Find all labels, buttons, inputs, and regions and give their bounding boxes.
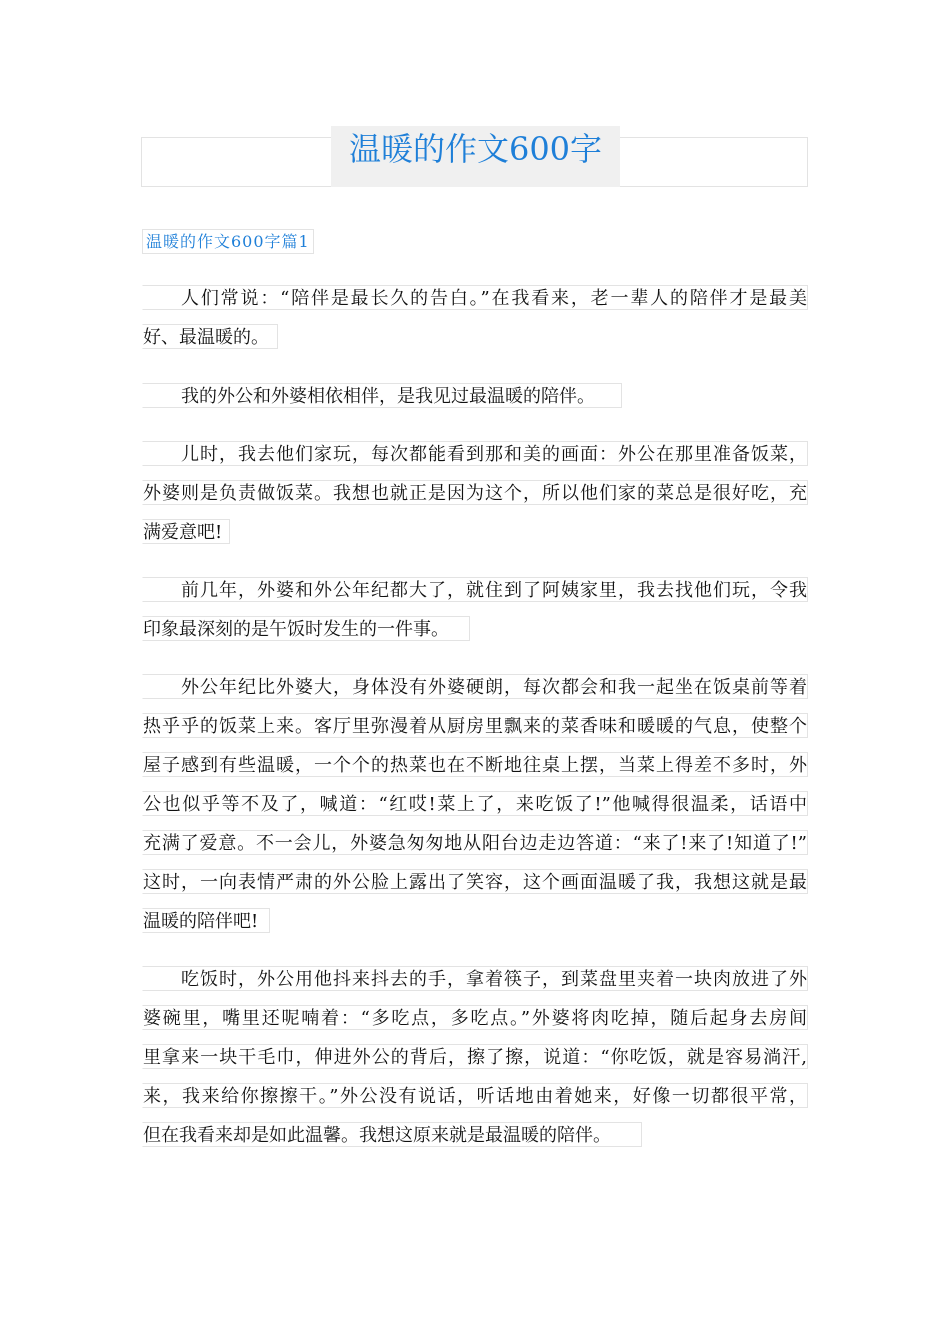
- paragraph-line: 热乎乎的饭菜上来。客厅里弥漫着从厨房里飘来的菜香味和暖暖的气息，使整个: [142, 713, 808, 738]
- paragraph-line: 里拿来一块干毛巾，伸进外公的背后，擦了擦，说道：“你吃饭，就是容易淌汗,: [142, 1044, 808, 1069]
- paragraph: [142, 966, 808, 1161]
- paragraph-line: 外公年纪比外婆大，身体没有外婆硬朗，每次都会和我一起坐在饭桌前等着: [142, 674, 808, 699]
- document-title: 温暖的作文600字: [348, 130, 603, 168]
- paragraph-line: 温暖的陪伴吧!: [142, 908, 270, 933]
- paragraph-line: 印象最深刻的是午饭时发生的一件事。: [142, 616, 470, 641]
- paragraph-line: 我的外公和外婆相依相伴，是我见过最温暖的陪伴。: [142, 383, 622, 408]
- paragraph: [142, 441, 808, 558]
- paragraph: [142, 674, 808, 947]
- paragraph-line: 人们常说：“陪伴是最长久的告白。”在我看来，老一辈人的陪伴才是最美: [142, 285, 808, 310]
- paragraph-line: 但在我看来却是如此温馨。我想这原来就是最温暖的陪伴。: [142, 1122, 642, 1147]
- paragraph-line: 满爱意吧!: [142, 519, 230, 544]
- paragraph-line: 充满了爱意。不一会儿，外婆急匆匆地从阳台边走边答道：“来了!来了!知道了!”: [142, 830, 808, 855]
- paragraph-line: 这时，一向表情严肃的外公脸上露出了笑容，这个画面温暖了我，我想这就是最: [142, 869, 808, 894]
- paragraph-line: 公也似乎等不及了，喊道：“红哎!菜上了，来吃饭了!”他喊得很温柔，话语中: [142, 791, 808, 816]
- paragraph-line: 来，我来给你擦擦干。”外公没有说话，听话地由着她来，好像一切都很平常，: [142, 1083, 808, 1108]
- paragraph-line: 好、最温暖的。: [142, 324, 278, 349]
- paragraph: [142, 383, 808, 422]
- paragraph-line: 儿时，我去他们家玩，每次都能看到那和美的画面：外公在那里准备饭菜，: [142, 441, 808, 466]
- paragraph-line: 前几年，外婆和外公年纪都大了，就住到了阿姨家里，我去找他们玩，令我: [142, 577, 808, 602]
- paragraph-line: 吃饭时，外公用他抖来抖去的手，拿着筷子，到菜盘里夹着一块肉放进了外: [142, 966, 808, 991]
- paragraph-line: 屋子感到有些温暖，一个个的热菜也在不断地往桌上摆，当菜上得差不多时，外: [142, 752, 808, 777]
- paragraph: [142, 285, 808, 363]
- paragraph-line: 婆碗里，嘴里还呢喃着：“多吃点，多吃点。”外婆将肉吃掉，随后起身去房间: [142, 1005, 808, 1030]
- section-heading: 温暖的作文600字篇1: [142, 229, 314, 254]
- paragraph-line: 外婆则是负责做饭菜。我想也就正是因为这个，所以他们家的菜总是很好吃，充: [142, 480, 808, 505]
- paragraph: [142, 577, 808, 655]
